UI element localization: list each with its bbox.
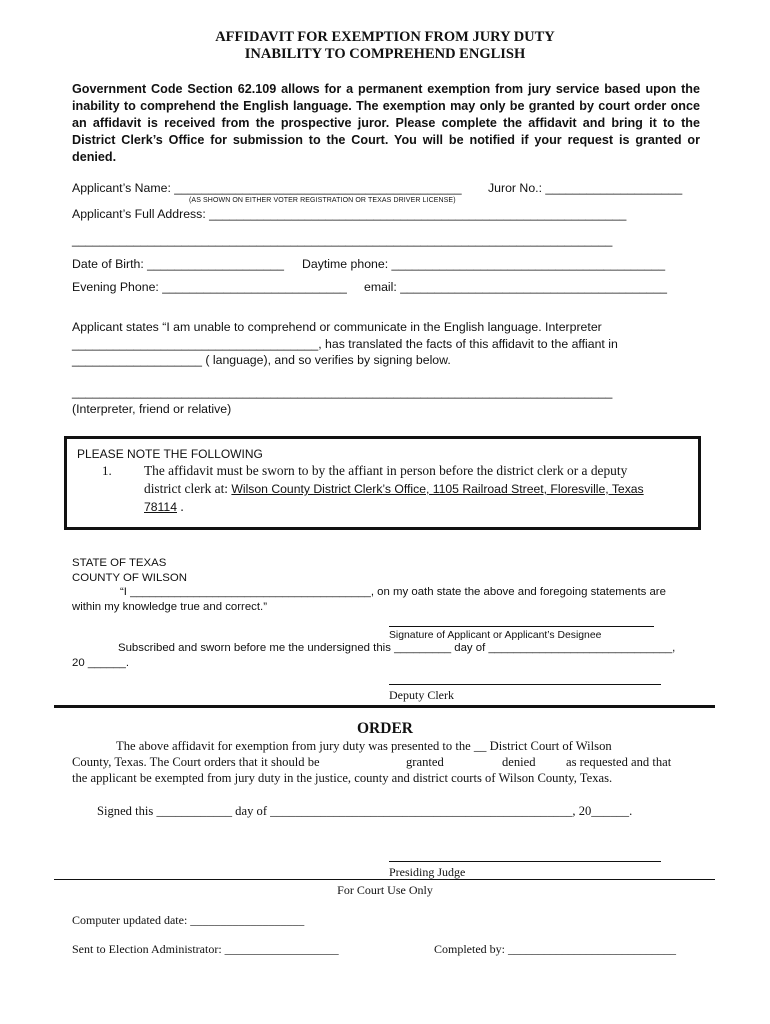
state-label: STATE OF TEXAS (72, 557, 167, 569)
document-title-line2: INABILITY TO COMPREHEND ENGLISH (244, 46, 526, 62)
signed-date-field[interactable]: Signed this ____________ day of ________________________________________________, 20______. (97, 804, 633, 818)
oath-name-field[interactable]: “I ______________________________________, on my oath state the above and foregoing statements are (120, 586, 666, 598)
email-field[interactable]: email: _______________________________________ (364, 280, 667, 294)
order-line1[interactable]: The above affidavit for exemption from jury duty was presented to the __ District Court of Wilson (116, 739, 612, 753)
full-address-field[interactable]: Applicant’s Full Address: _____________________________________________________________ (72, 207, 627, 221)
order-line3: the applicant be exempted from jury duty in the justice, county and district courts of Wilson County, Texas. (72, 771, 613, 785)
order-title: ORDER (357, 720, 413, 737)
note-text-before: The affidavit must be sworn to by the affiant in person before the district clerk or a deputy district clerk at: (144, 463, 628, 496)
interpreter-name-field[interactable]: ____________________________________, has translated the facts of this affidavit to the affiant in (72, 337, 618, 351)
note-number: 1. (102, 463, 112, 478)
sent-to-election-field[interactable]: Sent to Election Administrator: ___________________ (72, 942, 339, 956)
computer-updated-field[interactable]: Computer updated date: ___________________ (72, 913, 305, 927)
judge-signature-line[interactable] (389, 861, 661, 862)
deputy-clerk-label: Deputy Clerk (389, 688, 454, 702)
order-line2a: County, Texas. The Court orders that it should be (72, 755, 320, 769)
address-line-2-field[interactable]: _______________________________________________________________________________ (72, 233, 613, 247)
evening-phone-field[interactable]: Evening Phone: ___________________________ (72, 280, 347, 294)
year-field[interactable]: 20 ______. (72, 657, 130, 669)
oath-line2: within my knowledge true and correct.” (72, 601, 267, 613)
subscribed-sworn-field[interactable]: Subscribed and sworn before me the undersigned this _________ day of _____________________________, (118, 642, 676, 654)
document-title-line1: AFFIDAVIT FOR EXEMPTION FROM JURY DUTY (215, 29, 555, 45)
note-box (64, 436, 701, 530)
court-use-heading: For Court Use Only (337, 883, 433, 897)
applicant-signature-label: Signature of Applicant or Applicant’s Designee (389, 630, 602, 641)
language-field[interactable]: ___________________ ( language), and so verifies by signing below. (72, 353, 451, 367)
interpreter-label: (Interpreter, friend or relative) (72, 402, 232, 416)
statement-line1: Applicant states “I am unable to comprehend or communicate in the English language. Interpreter (72, 320, 602, 334)
completed-by-field[interactable]: Completed by: ____________________________ (434, 942, 676, 956)
note-text-after: . (177, 499, 184, 514)
applicant-signature-line[interactable] (389, 626, 654, 627)
order-line2b: as requested and that (566, 755, 672, 769)
applicant-name-field[interactable]: Applicant’s Name: __________________________________________ (72, 181, 462, 195)
denied-option[interactable]: denied (502, 755, 536, 769)
deputy-clerk-signature-line[interactable] (389, 684, 661, 685)
section-divider (54, 705, 715, 708)
date-of-birth-field[interactable]: Date of Birth: ____________________ (72, 257, 284, 271)
county-label: COUNTY OF WILSON (72, 572, 187, 584)
court-use-divider (54, 879, 715, 880)
presiding-judge-label: Presiding Judge (389, 865, 466, 879)
juror-number-field[interactable]: Juror No.: ____________________ (488, 181, 683, 195)
note-text (144, 462, 664, 516)
note-heading: PLEASE NOTE THE FOLLOWING (77, 447, 263, 461)
clerk-office-address: Wilson County District Clerk’s Office, 1105 Railroad Street, Floresville, Texas 78114 (144, 482, 644, 514)
granted-option[interactable]: granted (406, 755, 444, 769)
name-source-note: (AS SHOWN ON EITHER VOTER REGISTRATION OR TEXAS DRIVER LICENSE) (189, 197, 456, 204)
interpreter-signature-line[interactable]: _______________________________________________________________________________ (72, 385, 613, 399)
daytime-phone-field[interactable]: Daytime phone: ________________________________________ (302, 257, 666, 271)
intro-paragraph: Government Code Section 62.109 allows for a permanent exemption from jury service based upon the inability to comprehend the English language. The exemption may only be granted by court order once an affidavit is received from the prospective juror. Please complete the affidavit and bring it to the District Clerk’s Office for submission to the Court. You will be notified if your request is granted or denied. (72, 82, 700, 164)
